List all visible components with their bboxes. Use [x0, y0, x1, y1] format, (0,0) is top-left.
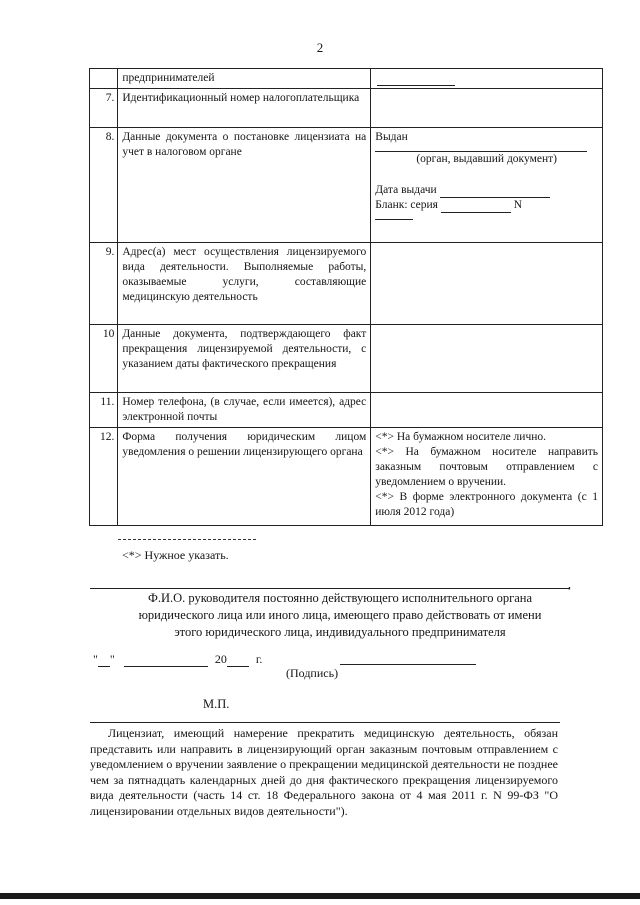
caption-line: юридического лица или иного лица, имеющего право действовать от имени [138, 608, 542, 622]
caption-line: Ф.И.О. руководителя постоянно действующего исполнительного органа [147, 591, 533, 605]
number-sign: N [513, 199, 522, 211]
date-quote-close: " [109, 652, 115, 666]
signature-label: (Подпись) [286, 666, 339, 680]
row-number: 10 [90, 325, 118, 393]
table-row [90, 325, 603, 393]
notice-divider [90, 722, 560, 723]
signature-comma: , [568, 577, 571, 591]
manager-name-blank [90, 588, 570, 589]
form-table [89, 68, 603, 526]
footnote: <*> Нужное указать. [122, 548, 229, 562]
option-by-mail: <*> На бумажном носителе направить заказным почтовым отправлением с уведомлением о вручении. [375, 446, 598, 488]
row-value [371, 69, 603, 89]
footnote-divider [118, 539, 256, 540]
stamp-place: М.П. [203, 697, 230, 711]
year-blank [227, 654, 249, 667]
option-electronic: <*> В форме электронного документа (с 1 июля 2012 года) [375, 491, 598, 518]
row-value [371, 325, 603, 393]
row-number: 11. [90, 393, 118, 428]
form-series-blank [441, 201, 511, 213]
manager-name-caption [90, 590, 590, 641]
issued-label: Выдан [375, 131, 408, 143]
row-value [371, 243, 603, 325]
date-quote-open: " [93, 652, 98, 666]
notice-paragraph: Лицензиат, имеющий намерение прекратить медицинскую деятельность, обязан представить или направить в лицензирующий орган заказным почтовым отправлением с уведомлением о вручении заявление о прекращении медицинской деятельности не позднее чем за пятнадцать календарных дней до дня фактического прекращения лицензируемого вида деятельности (часть 14 ст. 18 Федерального закона от 4 мая 2011 г. N 99-ФЗ "О лицензировании отдельных видов деятельности"). [90, 726, 558, 818]
row-value [371, 89, 603, 128]
row-number: 7. [90, 89, 118, 128]
issuer-caption: (орган, выдавший документ) [416, 153, 557, 165]
form-number-blank [375, 213, 413, 220]
row-number: 8. [90, 128, 118, 243]
notification-options [371, 428, 603, 526]
form-series-label: Бланк: серия [375, 199, 438, 211]
row-value [371, 393, 603, 428]
row-label: Номер телефона, (в случае, если имеется), адрес электронной почты [118, 393, 371, 428]
row-label: Данные документа, подтверждающего факт прекращения лицензируемой деятельности, с указанием даты фактического прекращения [118, 325, 371, 393]
date-row [93, 652, 262, 667]
scan-edge [0, 893, 640, 899]
row-label: Идентификационный номер налогоплательщика [118, 89, 371, 128]
row-label: предпринимателей [118, 69, 371, 89]
value-blank [377, 74, 455, 86]
table-row [90, 69, 603, 89]
issue-date-label: Дата выдачи [375, 184, 437, 196]
tax-registration-details [371, 128, 603, 243]
row-label: Данные документа о постановке лицензиата на учет в налоговом органе [118, 128, 371, 243]
table-row [90, 428, 603, 526]
month-blank [124, 654, 208, 667]
row-number: 9. [90, 243, 118, 325]
row-label: Форма получения юридическим лицом уведомления о решении лицензирующего органа [118, 428, 371, 526]
table-row [90, 89, 603, 128]
row-label: Адрес(а) мест осуществления лицензируемого вида деятельности. Выполняемые работы, оказываемые услуги, составляющие медицинскую деятельность [118, 243, 371, 325]
year-prefix: 20 [214, 652, 227, 666]
day-blank [98, 654, 110, 667]
table-row [90, 243, 603, 325]
row-number: 12. [90, 428, 118, 526]
signature-blank [340, 664, 476, 665]
table-row [90, 128, 603, 243]
page-number: 2 [316, 40, 324, 55]
caption-line: этого юридического лица, индивидуального предпринимателя [174, 625, 506, 639]
row-number [90, 69, 118, 89]
table-row [90, 393, 603, 428]
option-in-person: <*> На бумажном носителе лично. [375, 431, 547, 443]
year-suffix: г. [255, 652, 263, 666]
notice-text [90, 726, 558, 819]
issue-date-blank [440, 186, 550, 198]
